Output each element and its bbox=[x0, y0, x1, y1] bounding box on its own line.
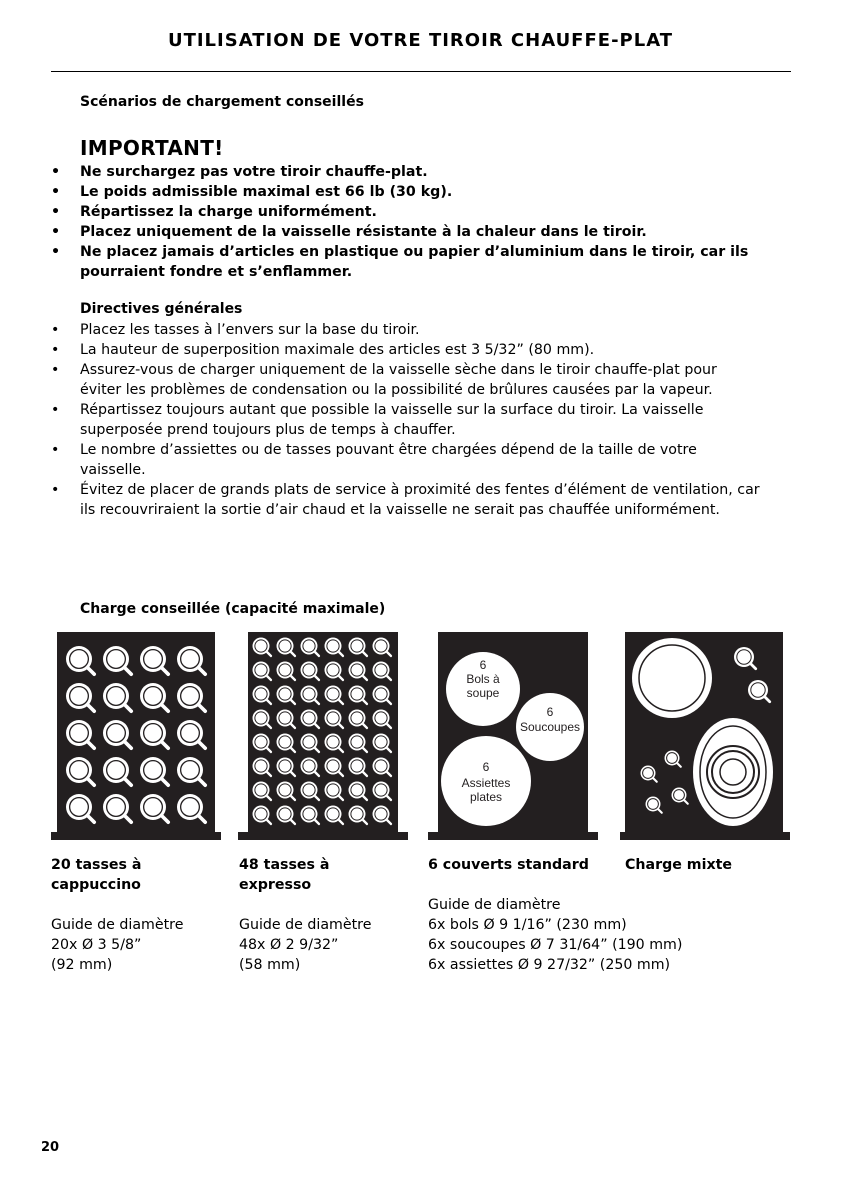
large-plate bbox=[632, 638, 712, 718]
caption-title: 6 couverts standard bbox=[428, 857, 589, 873]
saucers-label: Soucoupes bbox=[519, 720, 581, 734]
page-number: 20 bbox=[41, 1140, 60, 1155]
caption-line: 48x Ø 2 9/32” bbox=[239, 937, 339, 953]
standard-tray-illustration bbox=[428, 632, 598, 840]
tray-front bbox=[51, 832, 221, 840]
list-item: • La hauteur de superposition maximale des articles est 3 5/32” (80 mm). bbox=[51, 342, 595, 358]
guidelines-list bbox=[0, 320, 760, 520]
plates-label: plates bbox=[469, 790, 503, 804]
list-item: • Évitez de placer de grands plats de service à proximité des fentes d’élément de ventilation, car ils recouvriraient la sortie d’air chaud et la vaisselle ne serait pas chauffée uniformément. bbox=[51, 482, 760, 518]
list-item: • Le nombre d’assiettes ou de tasses pouvant être chargées dépend de la taille de votre vaisselle. bbox=[51, 442, 697, 478]
section-title: Scénarios de chargement conseillés bbox=[80, 94, 364, 110]
caption-title: cappuccino bbox=[51, 877, 141, 893]
list-item: • Placez les tasses à l’envers sur la base du tiroir. bbox=[51, 322, 420, 338]
caption-title: 48 tasses à bbox=[239, 857, 330, 873]
tray-front bbox=[428, 832, 598, 840]
plates-label: Assiettes bbox=[461, 776, 511, 790]
caption-line: 6x soucoupes Ø 7 31/64” (190 mm) bbox=[428, 937, 683, 953]
caption-title: expresso bbox=[239, 877, 312, 893]
bowls-label: Bols à bbox=[466, 672, 500, 686]
caption-line: 6x bols Ø 9 1/16” (230 mm) bbox=[428, 917, 627, 933]
caption-title: Charge mixte bbox=[625, 857, 733, 873]
mixed-caption bbox=[625, 855, 732, 875]
espresso-tray-illustration bbox=[238, 632, 408, 840]
list-item: • Placez uniquement de la vaisselle résistante à la chaleur dans le tiroir. bbox=[51, 224, 647, 240]
caption-line: 6x assiettes Ø 9 27/32” (250 mm) bbox=[428, 957, 671, 973]
caption-line: (92 mm) bbox=[51, 957, 113, 973]
caption-guide: Guide de diamètre bbox=[51, 917, 184, 933]
list-item: • Assurez-vous de charger uniquement de la vaisselle sèche dans le tiroir chauffe-plat pour éviter les problèmes de condensation ou la possibilité de brûlures causées par la vapeur. bbox=[51, 362, 717, 398]
bowls-count: 6 bbox=[479, 658, 487, 672]
mixed-diagram bbox=[620, 632, 790, 840]
important-list bbox=[0, 162, 760, 282]
cappuccino-caption bbox=[51, 855, 183, 975]
espresso-diagram bbox=[238, 632, 408, 840]
caption-guide: Guide de diamètre bbox=[239, 917, 372, 933]
list-item: • Ne surchargez pas votre tiroir chauffe-plat. bbox=[51, 164, 428, 180]
list-item: • Répartissez la charge uniformément. bbox=[51, 204, 377, 220]
page-title: UTILISATION DE VOTRE TIROIR CHAUFFE-PLAT bbox=[167, 30, 674, 51]
mixed-tray-illustration bbox=[620, 632, 790, 840]
plates-count: 6 bbox=[482, 760, 490, 774]
bowls-label: soupe bbox=[466, 686, 500, 700]
cappuccino-tray-illustration bbox=[51, 632, 221, 840]
caption-line: (58 mm) bbox=[239, 957, 301, 973]
list-item: • Ne placez jamais d’articles en plastique ou papier d’aluminium dans le tiroir, car ils pourraient fondre et s’enflammer. bbox=[51, 244, 749, 280]
header-divider bbox=[51, 71, 791, 72]
caption-line: 20x Ø 3 5/8” bbox=[51, 937, 142, 953]
standard-diagram bbox=[428, 632, 598, 840]
tray-base bbox=[248, 632, 398, 832]
important-heading: IMPORTANT! bbox=[80, 136, 224, 160]
tray-front bbox=[238, 832, 408, 840]
serving-platter bbox=[693, 718, 773, 826]
caption-title: 20 tasses à bbox=[51, 857, 142, 873]
saucers-count: 6 bbox=[546, 705, 554, 719]
espresso-caption bbox=[239, 855, 371, 975]
list-item: • Le poids admissible maximal est 66 lb (30 kg). bbox=[51, 184, 453, 200]
guidelines-title: Directives générales bbox=[80, 301, 243, 317]
list-item: • Répartissez toujours autant que possible la vaisselle sur la surface du tiroir. La vaisselle superposée prend toujours plus de temps à chauffer. bbox=[51, 402, 704, 438]
cappuccino-diagram bbox=[51, 632, 221, 840]
tray-front bbox=[620, 832, 790, 840]
loading-title: Charge conseillée (capacité maximale) bbox=[80, 601, 386, 617]
caption-guide: Guide de diamètre bbox=[428, 897, 561, 913]
